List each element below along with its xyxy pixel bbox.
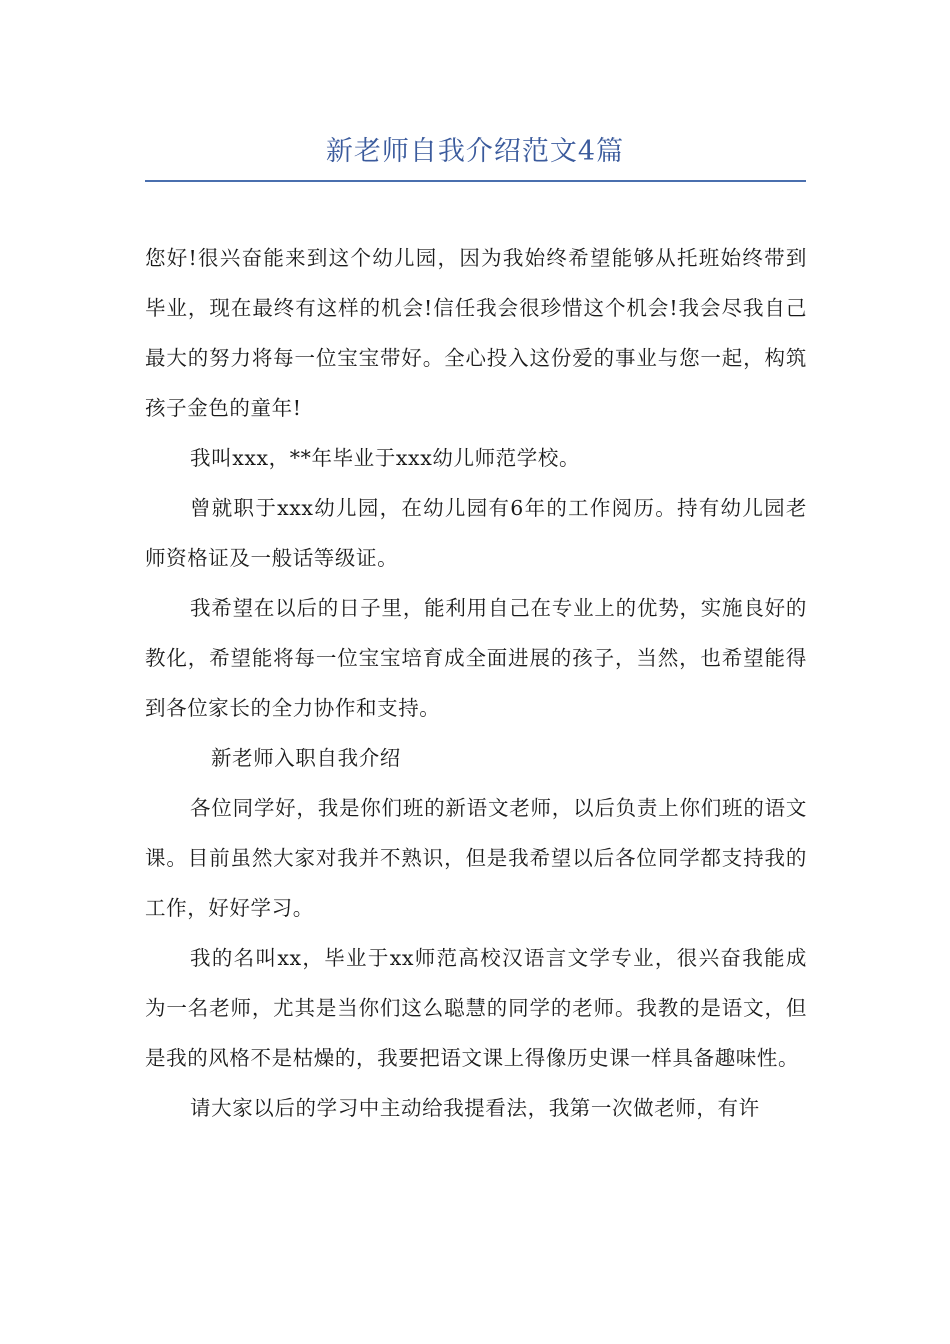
paragraph-experience: 曾就职于xxx幼儿园，在幼儿园有6年的工作阅历。持有幼儿园老师资格证及一般话等级证。 xyxy=(145,496,807,570)
document-title: 新老师自我介绍范文4篇 xyxy=(325,136,625,167)
document-body xyxy=(145,233,807,1133)
paragraph-class-intro: 各位同学好，我是你们班的新语文老师，以后负责上你们班的语文课。目前虽然大家对我并不熟识，但是我希望以后各位同学都支持我的工作，好好学习。 xyxy=(145,796,807,920)
paragraph-name: 我叫xxx，**年毕业于xxx幼儿师范学校。 xyxy=(190,446,581,470)
title-underline xyxy=(145,180,806,182)
paragraph-greeting: 您好!很兴奋能来到这个幼儿园，因为我始终希望能够从托班始终带到毕业，现在最终有这样的机会!信任我会很珍惜这个机会!我会尽我自己最大的努力将每一位宝宝带好。全心投入这份爱的事业与您一起，构筑孩子金色的童年! xyxy=(145,246,807,420)
paragraph-hopes: 我希望在以后的日子里，能利用自己在专业上的优势，实施良好的教化，希望能将每一位宝宝培育成全面进展的孩子，当然，也希望能得到各位家长的全力协作和支持。 xyxy=(145,596,807,720)
paragraph-closing: 请大家以后的学习中主动给我提看法，我第一次做老师，有许 xyxy=(190,1096,760,1120)
paragraph-background: 我的名叫xx，毕业于xx师范高校汉语言文学专业，很兴奋我能成为一名老师，尤其是当你们这么聪慧的同学的老师。我教的是语文，但是我的风格不是枯燥的，我要把语文课上得像历史课一样具备趣味性。 xyxy=(145,946,807,1070)
section-subheading: 新老师入职自我介绍 xyxy=(211,746,401,770)
